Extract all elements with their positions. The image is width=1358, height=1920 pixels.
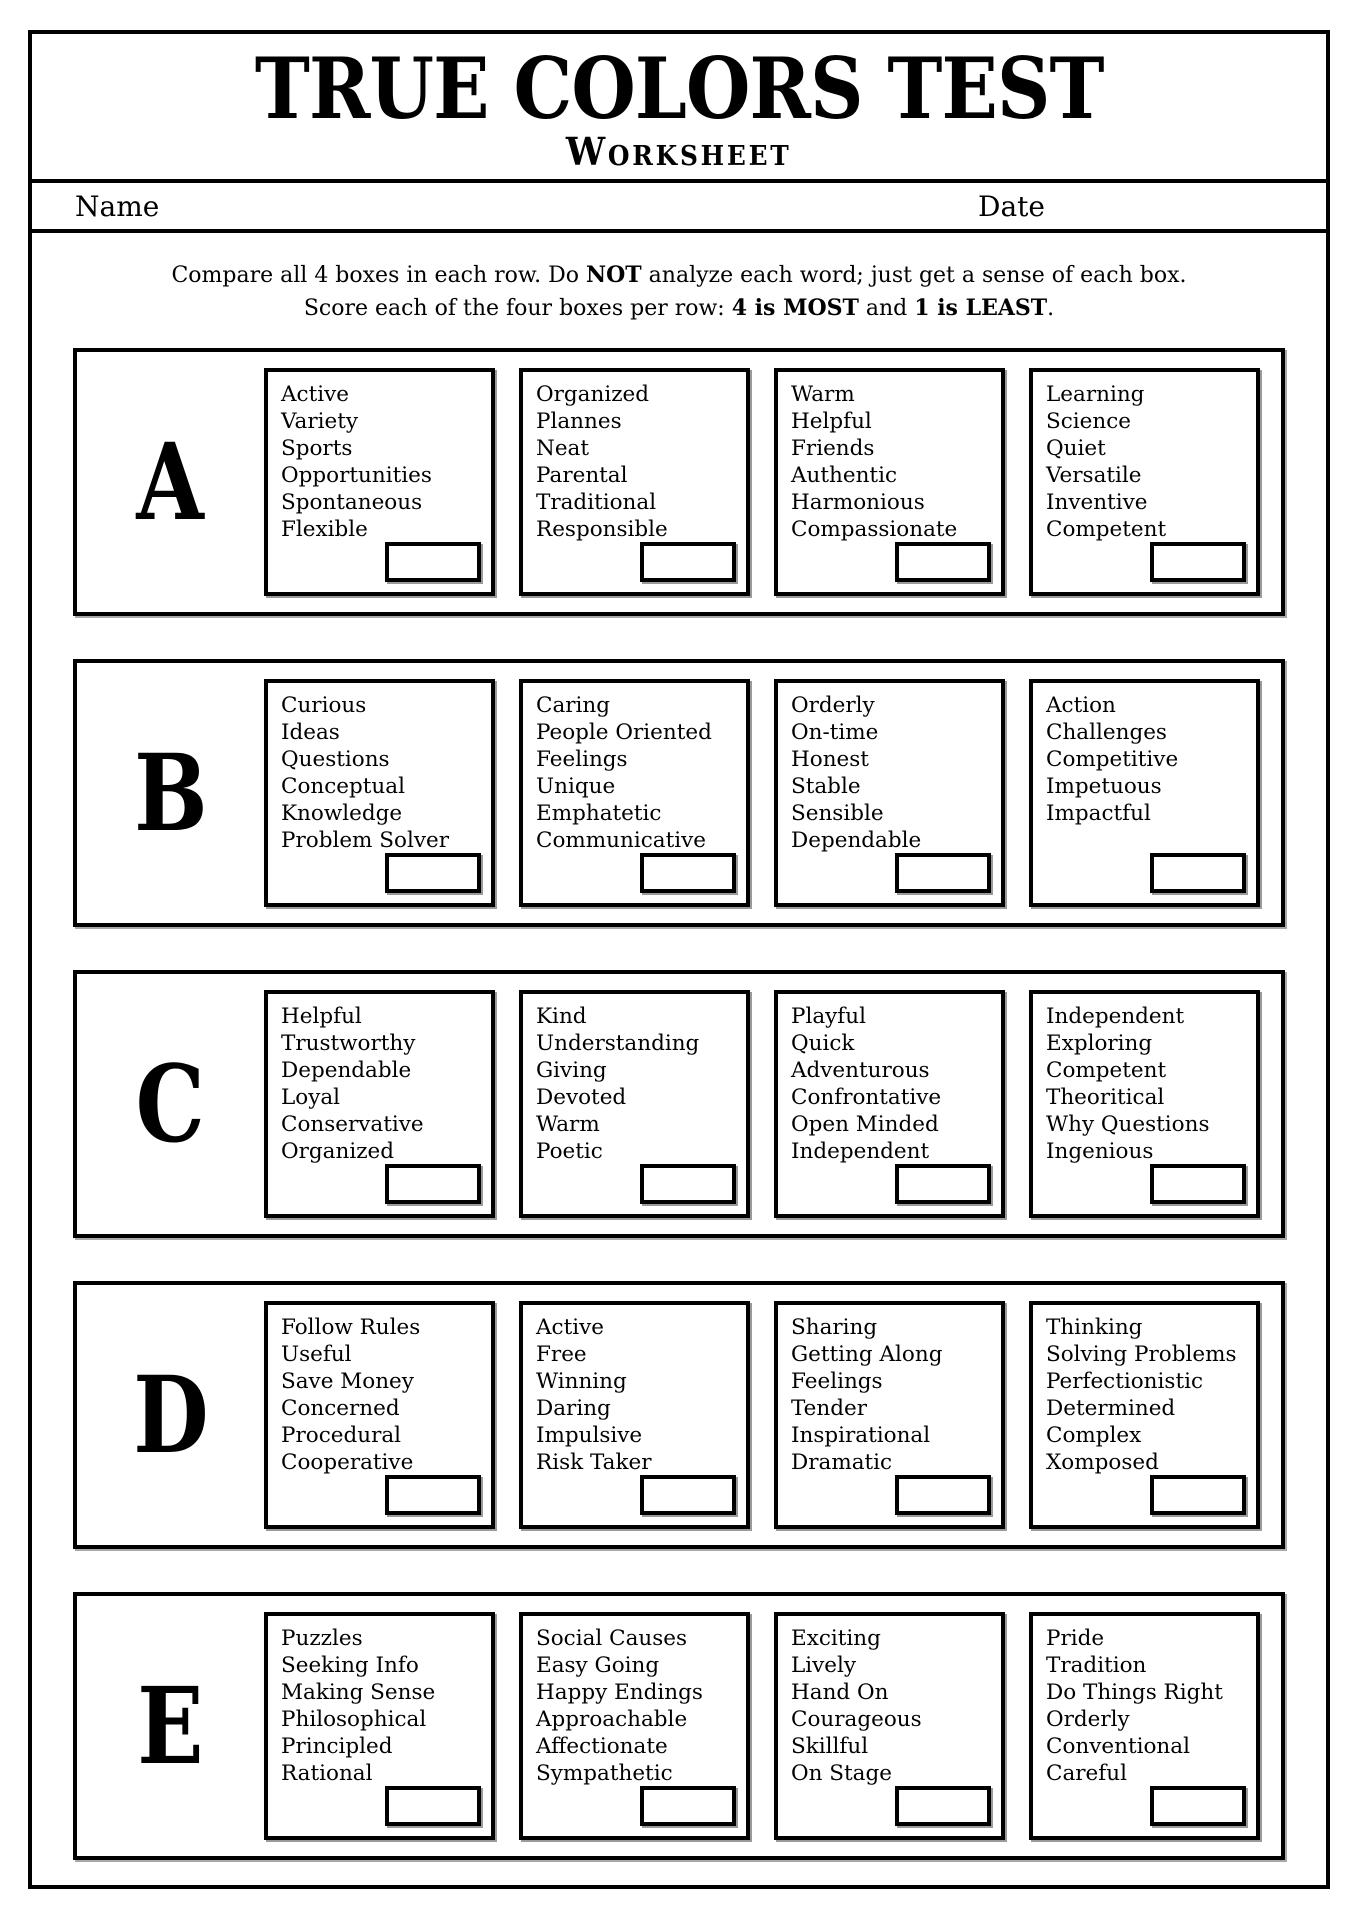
row-letter: D (132, 1352, 209, 1477)
word: Active (281, 382, 349, 407)
word: Cooperative (281, 1450, 414, 1475)
instructions (32, 259, 1326, 325)
word-box-e4 (1029, 1612, 1260, 1840)
word: Rational (281, 1761, 373, 1786)
word: Honest (791, 747, 869, 772)
word-box-a1 (264, 368, 495, 596)
row-letter-cell (77, 352, 264, 612)
word: Easy Going (536, 1653, 660, 1678)
word-list (281, 1003, 487, 1165)
date-field[interactable] (978, 183, 1045, 229)
score-input-c1[interactable] (385, 1164, 481, 1204)
word-list (791, 1314, 997, 1476)
row-letter-cell (77, 1285, 264, 1545)
row-letter-cell (77, 663, 264, 923)
word: Feelings (536, 747, 628, 772)
word-list (791, 1625, 997, 1787)
word: Parental (536, 463, 628, 488)
date-label: Date (978, 189, 1045, 223)
page-title: TRUE COLORS TEST (254, 38, 1104, 138)
word: Opportunities (281, 463, 432, 488)
instruction-emphasis: NOT (586, 262, 642, 288)
row-boxes (264, 368, 1260, 612)
word: Competitive (1046, 747, 1179, 772)
word: Tradition (1046, 1653, 1147, 1678)
word: Perfectionistic (1046, 1369, 1203, 1394)
score-input-e1[interactable] (385, 1786, 481, 1826)
instruction-emphasis: 1 is LEAST (914, 295, 1048, 321)
word: Dependable (791, 828, 922, 853)
word: Impactful (1046, 801, 1151, 826)
word-box-c4 (1029, 990, 1260, 1218)
title-block (32, 34, 1326, 183)
word: Spontaneous (281, 490, 423, 515)
word: Theoritical (1046, 1085, 1165, 1110)
row-boxes (264, 1301, 1260, 1545)
word: Orderly (1046, 1707, 1130, 1732)
word-box-d3 (774, 1301, 1005, 1529)
word: Competent (1046, 517, 1167, 542)
word: Feelings (791, 1369, 883, 1394)
word: Exciting (791, 1626, 881, 1651)
word: Philosophical (281, 1707, 427, 1732)
instruction-line (32, 292, 1326, 325)
word: Knowledge (281, 801, 403, 826)
word: Adventurous (791, 1058, 930, 1083)
word: Orderly (791, 693, 875, 718)
word: Understanding (536, 1031, 700, 1056)
row-letter-cell (77, 974, 264, 1234)
row-letter-cell (77, 1596, 264, 1856)
word: Free (536, 1342, 587, 1367)
word: Ideas (281, 720, 340, 745)
score-input-b2[interactable] (640, 853, 736, 893)
word: Conventional (1046, 1734, 1190, 1759)
word: Exploring (1046, 1031, 1153, 1056)
word: Warm (791, 382, 855, 407)
word: Quiet (1046, 436, 1106, 461)
rows (32, 348, 1326, 1860)
word: Neat (536, 436, 589, 461)
word-box-c3 (774, 990, 1005, 1218)
word-list (791, 381, 997, 543)
word: Lively (791, 1653, 857, 1678)
word: Responsible (536, 517, 668, 542)
word-list (791, 692, 997, 854)
word: Courageous (791, 1707, 922, 1732)
score-input-c2[interactable] (640, 1164, 736, 1204)
word: Impulsive (536, 1423, 643, 1448)
score-input-b4[interactable] (1150, 853, 1246, 893)
row-block-a (73, 348, 1285, 616)
score-input-e3[interactable] (895, 1786, 991, 1826)
word: Procedural (281, 1423, 402, 1448)
word: Helpful (791, 409, 872, 434)
instruction-text: analyze each word; just get a sense of each box. (641, 263, 1187, 288)
word: Harmonious (791, 490, 925, 515)
word: Unique (536, 774, 616, 799)
word: Stable (791, 774, 861, 799)
word-box-e3 (774, 1612, 1005, 1840)
word: Compassionate (791, 517, 958, 542)
word-box-b2 (519, 679, 750, 907)
word: Independent (791, 1139, 930, 1164)
word: Curious (281, 693, 367, 718)
word: Impetuous (1046, 774, 1162, 799)
score-input-e4[interactable] (1150, 1786, 1246, 1826)
word: Organized (536, 382, 650, 407)
word: Getting Along (791, 1342, 943, 1367)
word-box-e2 (519, 1612, 750, 1840)
word: Tender (791, 1396, 868, 1421)
word: Concerned (281, 1396, 400, 1421)
word-list (281, 381, 487, 543)
word-list (536, 1314, 742, 1476)
word: Social Causes (536, 1626, 688, 1651)
score-input-a1[interactable] (385, 542, 481, 582)
word-list (536, 1003, 742, 1165)
word: Helpful (281, 1004, 362, 1029)
word-box-b3 (774, 679, 1005, 907)
word: Open Minded (791, 1112, 939, 1137)
score-input-b1[interactable] (385, 853, 481, 893)
word: Warm (536, 1112, 600, 1137)
word: Xomposed (1046, 1450, 1159, 1475)
row-block-d (73, 1281, 1285, 1549)
instruction-text: Compare all 4 boxes in each row. Do (171, 263, 587, 288)
instruction-line (32, 259, 1326, 292)
score-input-e2[interactable] (640, 1786, 736, 1826)
word: Questions (281, 747, 390, 772)
word: Loyal (281, 1085, 341, 1110)
word-list (791, 1003, 997, 1165)
word-list (281, 692, 487, 854)
word: People Oriented (536, 720, 712, 745)
word: Authentic (791, 463, 897, 488)
word: Careful (1046, 1761, 1127, 1786)
word: Giving (536, 1058, 607, 1083)
word: Principled (281, 1734, 393, 1759)
word: Caring (536, 693, 611, 718)
word: Emphatetic (536, 801, 662, 826)
word: Conceptual (281, 774, 405, 799)
word: Variety (281, 409, 359, 434)
score-input-a4[interactable] (1150, 542, 1246, 582)
word: Devoted (536, 1085, 627, 1110)
word: Puzzles (281, 1626, 363, 1651)
word: Competent (1046, 1058, 1167, 1083)
word: Inspirational (791, 1423, 931, 1448)
word: Conservative (281, 1112, 424, 1137)
word: Solving Problems (1046, 1342, 1237, 1367)
word: Communicative (536, 828, 706, 853)
word: Trustworthy (281, 1031, 416, 1056)
row-letter: E (137, 1663, 204, 1788)
word: Flexible (281, 517, 368, 542)
score-input-a2[interactable] (640, 542, 736, 582)
row-boxes (264, 679, 1260, 923)
word: Daring (536, 1396, 611, 1421)
name-field[interactable] (75, 183, 159, 229)
word: Making Sense (281, 1680, 436, 1705)
word-box-a3 (774, 368, 1005, 596)
word: Playful (791, 1004, 866, 1029)
word: Sports (281, 436, 353, 461)
word: Independent (1046, 1004, 1185, 1029)
row-block-c (73, 970, 1285, 1238)
word: Traditional (536, 490, 657, 515)
score-input-c3[interactable] (895, 1164, 991, 1204)
row-letter: B (133, 730, 208, 855)
word-list (1046, 381, 1252, 543)
score-input-d2[interactable] (640, 1475, 736, 1515)
word: Approachable (536, 1707, 688, 1732)
word: Winning (536, 1369, 627, 1394)
row-boxes (264, 1612, 1260, 1856)
word: Sensible (791, 801, 884, 826)
word-list (1046, 692, 1252, 827)
word-box-d4 (1029, 1301, 1260, 1529)
word-list (281, 1314, 487, 1476)
score-input-b3[interactable] (895, 853, 991, 893)
word-list (1046, 1625, 1252, 1787)
word: Do Things Right (1046, 1680, 1223, 1705)
worksheet-page (28, 30, 1330, 1889)
word-box-b1 (264, 679, 495, 907)
word: Useful (281, 1342, 352, 1367)
row-boxes (264, 990, 1260, 1234)
instruction-text: Score each of the four boxes per row: (303, 296, 732, 321)
word: Organized (281, 1139, 395, 1164)
word: Science (1046, 409, 1131, 434)
word-list (536, 692, 742, 854)
word-list (1046, 1003, 1252, 1165)
word: Plannes (536, 409, 622, 434)
word-box-c2 (519, 990, 750, 1218)
score-input-d3[interactable] (895, 1475, 991, 1515)
word: Pride (1046, 1626, 1105, 1651)
score-input-c4[interactable] (1150, 1164, 1246, 1204)
word-list (536, 381, 742, 543)
instruction-text: and (858, 296, 915, 321)
row-block-e (73, 1592, 1285, 1860)
word: Ingenious (1046, 1139, 1154, 1164)
name-label: Name (75, 189, 160, 223)
word: Versatile (1046, 463, 1142, 488)
word: Dependable (281, 1058, 412, 1083)
score-input-d1[interactable] (385, 1475, 481, 1515)
word-box-c1 (264, 990, 495, 1218)
word-list (1046, 1314, 1252, 1476)
row-block-b (73, 659, 1285, 927)
word: Kind (536, 1004, 587, 1029)
word-list (536, 1625, 742, 1787)
word-box-e1 (264, 1612, 495, 1840)
word: Sympathetic (536, 1761, 673, 1786)
word: Determined (1046, 1396, 1176, 1421)
word: Action (1046, 693, 1116, 718)
word: Affectionate (536, 1734, 668, 1759)
word: Sharing (791, 1315, 878, 1340)
score-input-d4[interactable] (1150, 1475, 1246, 1515)
word: Inventive (1046, 490, 1148, 515)
word-box-d2 (519, 1301, 750, 1529)
word: Risk Taker (536, 1450, 652, 1475)
word: Complex (1046, 1423, 1142, 1448)
word-box-a4 (1029, 368, 1260, 596)
word: Save Money (281, 1369, 414, 1394)
word: On Stage (791, 1761, 892, 1786)
score-input-a3[interactable] (895, 542, 991, 582)
word: Learning (1046, 382, 1145, 407)
instruction-text: . (1047, 296, 1055, 321)
instruction-emphasis: 4 is MOST (731, 295, 859, 321)
word: Hand On (791, 1680, 889, 1705)
word: Confrontative (791, 1085, 942, 1110)
word: Dramatic (791, 1450, 893, 1475)
page-subtitle: Worksheet (566, 128, 792, 174)
word: Quick (791, 1031, 855, 1056)
word-box-a2 (519, 368, 750, 596)
word: Poetic (536, 1139, 603, 1164)
row-letter: C (135, 1041, 206, 1166)
word: Follow Rules (281, 1315, 421, 1340)
word: Friends (791, 436, 875, 461)
word: Seeking Info (281, 1653, 419, 1678)
word: Active (536, 1315, 604, 1340)
word-box-d1 (264, 1301, 495, 1529)
word: Problem Solver (281, 828, 449, 853)
word: Thinking (1046, 1315, 1143, 1340)
word: Challenges (1046, 720, 1167, 745)
word: Happy Endings (536, 1680, 703, 1705)
word-list (281, 1625, 487, 1787)
row-letter: A (136, 419, 205, 544)
word: Skillful (791, 1734, 869, 1759)
word-box-b4 (1029, 679, 1260, 907)
word: Why Questions (1046, 1112, 1210, 1137)
name-date-band (32, 183, 1326, 233)
word: On-time (791, 720, 879, 745)
